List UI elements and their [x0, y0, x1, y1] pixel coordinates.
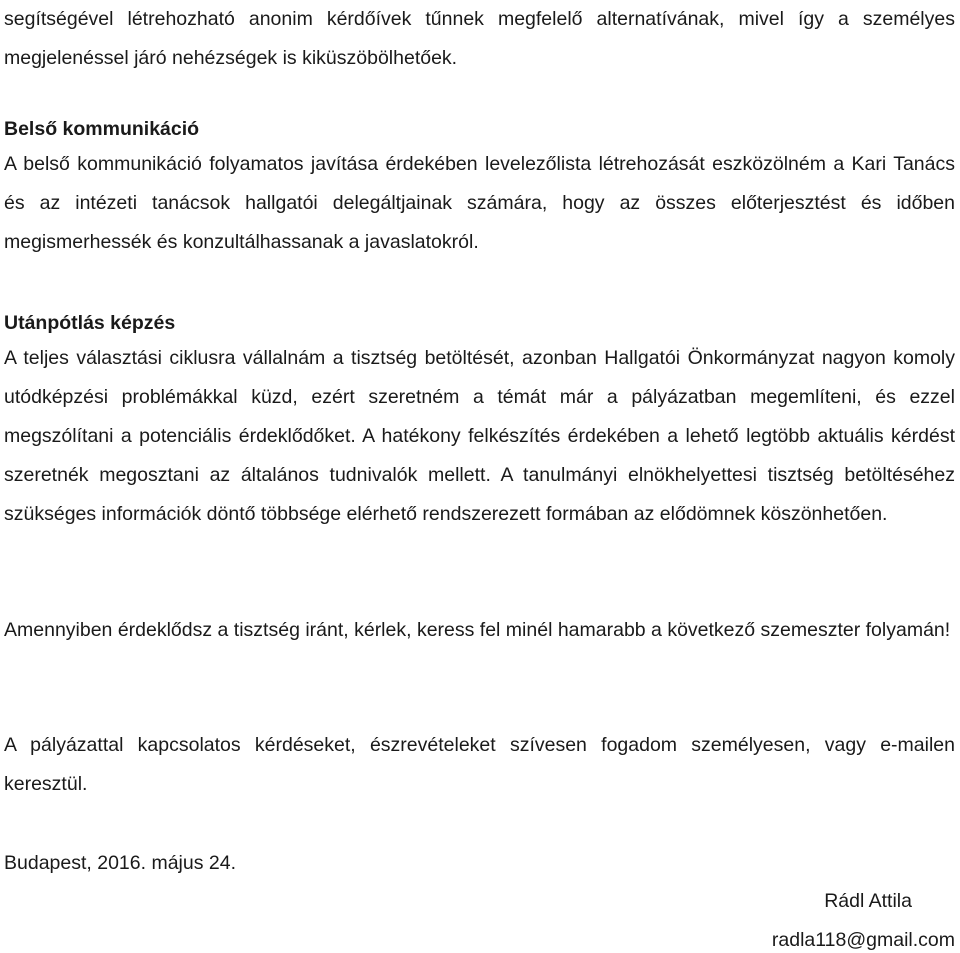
- closing-paragraph-contact: A pályázattal kapcsolatos kérdéseket, észrevételeket szívesen fogadom személyesen, vagy e-mailen keresztül.: [4, 734, 955, 795]
- intro-paragraph-end: segítségével létrehozható anonim kérdőívek tűnnek megfelelő alternatívának, mivel így a személyes megjelenéssel járó nehézségek is kiküszöbölhetőek.: [4, 8, 955, 69]
- section-body-belso-kommunikacio: A belső kommunikáció folyamatos javítása érdekében levelezőlista létrehozását eszközölném a Kari Tanács és az intézeti tanácsok hallgatói delegáltjainak számára, hogy az összes előterjesztést és időben megismerhessék és konzultálhassanak a javaslatokról.: [4, 153, 955, 253]
- section-heading-belso-kommunikacio: Belső kommunikáció: [4, 118, 200, 140]
- place-date: Budapest, 2016. május 24.: [4, 852, 236, 874]
- section-body-utanpotlas-kepzes: A teljes választási ciklusra vállalnám a tisztség betöltését, azonban Hallgatói Önkormányzat nagyon komoly utódképzési problémákkal küzd, ezért szeretném a témát már a pályázatban megemlíteni, és ezzel megszólítani a potenciális érdeklődőket. A hatékony felkészítés érdekében a lehető legtöbb aktuális kérdést szeretnék megosztani az általános tudnivalók mellett. A tanulmányi elnökhelyettesi tisztség betöltéséhez szükséges információk döntő többsége elérhető rendszerezett formában az elődömnek köszönhetően.: [4, 347, 955, 525]
- signature-email: radla118@gmail.com: [771, 929, 955, 951]
- section-heading-utanpotlas-kepzes: Utánpótlás képzés: [4, 312, 176, 334]
- closing-paragraph-invitation: Amennyiben érdeklődsz a tisztség iránt, kérlek, keress fel minél hamarabb a következő szemeszter folyamán!: [4, 619, 951, 641]
- signature-name: Rádl Attila: [824, 890, 912, 912]
